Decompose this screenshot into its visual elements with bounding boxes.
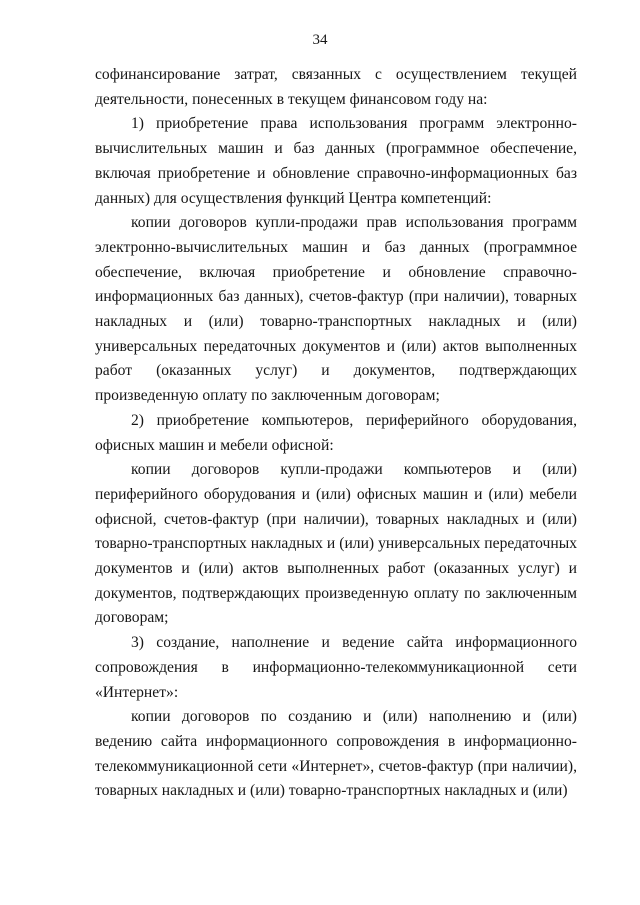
paragraph-item-1-documents: копии договоров купли-продажи прав использования программ электронно-вычислительных машин и баз данных (программное обеспечение, включая приобретение и обновление справочно-информационных баз данных), счетов-фактур (при наличии), товарных накладных и (или) товарно-транспортных накладных и (или) универсальных передаточных документов и (или) актов выполненных работ (оказанных услуг) и документов, подтверждающих произведенную оплату по заключенным договорам; [95,214,577,405]
paragraph-item-3: 3) создание, наполнение и ведение сайта информационного сопровождения в информационно-телекоммуникационной сети «Интернет»: [95,634,577,701]
paragraph-item-1: 1) приобретение права использования программ электронно-вычислительных машин и баз данных (программное обеспечение, включая приобретение и обновление справочно-информационных баз данных) для осуществления функций Центра компетенций: [95,115,577,207]
page-number: 34 [312,32,328,48]
paragraph-item-2: 2) приобретение компьютеров, периферийного оборудования, офисных машин и мебели офисной: [95,411,577,454]
document-body [95,63,577,804]
paragraph-intro: софинансирование затрат, связанных с осуществлением текущей деятельности, понесенных в текущем финансовом году на: [95,66,577,108]
paragraph-item-2-documents: копии договоров купли-продажи компьютеров и (или) периферийного оборудования и (или) офисных машин и (или) мебели офисной, счетов-фактур (при наличии), товарных накладных и (или) товарно-транспортных накладных и (или) универсальных передаточных документов и (или) актов выполненных работ (оказанных услуг) и документов, подтверждающих произведенную оплату по заключенным договорам; [95,461,577,627]
paragraph-item-3-documents: копии договоров по созданию и (или) наполнению и (или) ведению сайта информационного сопровождения в информационно-телекоммуникационной сети «Интернет», счетов-фактур (при наличии), товарных накладных и (или) товарно-транспортных накладных и (или) [95,708,577,800]
